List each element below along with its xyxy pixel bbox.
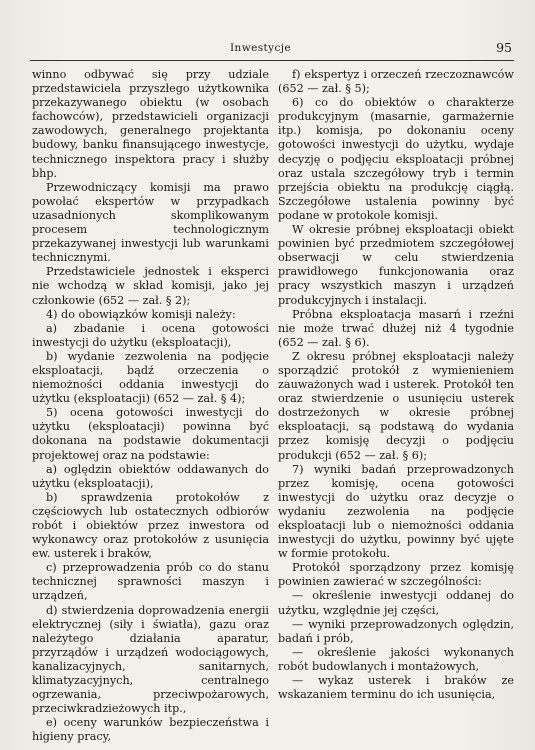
paragraph: 6) co do obiektów o charakterze produkcyjnym (masarnie, garmażernie itp.) komisja, po dokonaniu oceny gotowości inwestycji do użytku, wydaje decyzję o podjęciu eksploatacji próbnej oraz ustala szczegółowy tryb i termin przejścia obiektu na produkcję ciągłą. Szczegółowe ustalenia powinny być podane w protokole komisji.: [278, 96, 514, 222]
right-column: [278, 68, 514, 702]
paragraph: Przewodniczący komisji ma prawo powołać ekspertów w przypadkach uzasadnionych skomplikowanym procesem technologicznym przekazywanej inwestycji lub warunkami technicznymi.: [32, 180, 269, 265]
paragraph: f) ekspertyz i orzeczeń rzeczoznawców (652 — zał. § 5);: [278, 68, 514, 96]
paragraph: c) przeprowadzenia prób co do stanu technicznej sprawności maszyn i urządzeń,: [32, 561, 269, 603]
paragraph: Protokół sporządzony przez komisję powinien zawierać w szczególności:: [278, 561, 514, 589]
paragraph: d) stwierdzenia doprowadzenia energii elektrycznej (siły i światła), gazu oraz należytego działania aparatur, przyrządów i urządzeń wodociągowych, kanalizacyjnych, sanitarnych, klimatyzacyjnych, centralnego ogrzewania, przeciwpożarowych, przeciwkradzieżowych itp.,: [32, 603, 269, 716]
paragraph: 5) ocena gotowości inwestycji do użytku (eksploatacji) powinna być dokonana na podstawie dokumentacji projektowej oraz na podstawie:: [32, 406, 269, 462]
paragraph: W okresie próbnej eksploatacji obiekt powinien być przedmiotem szczegółowej obserwacji w celu stwierdzenia prawidłowego funkcjonowania oraz pracy wszystkich maszyn i urządzeń produkcyjnych i instalacji.: [278, 223, 514, 307]
list-item: — wyniki przeprowadzonych oględzin, badań i prób,: [278, 617, 514, 645]
page-header: [30, 40, 514, 61]
paragraph: 4) do obowiązków komisji należy:: [46, 307, 236, 321]
paragraph: b) sprawdzenia protokołów z częściowych lub ostatecznych odbiorów robót i obiektów przez inwestora od wykonawcy oraz protokołów z usunięcia ew. usterek i braków,: [32, 490, 269, 561]
paragraph: Przedstawiciele jednostek i eksperci nie wchodzą w skład komisji, jako jej członkowie (652 — zał. § 2);: [32, 265, 269, 307]
paragraph: a) zbadanie i ocena gotowości inwestycji do użytku (eksploatacji),: [32, 321, 269, 349]
list-item: — określenie jakości wykonanych robót budowlanych i montażowych,: [278, 645, 514, 673]
page-number: 95: [496, 40, 512, 55]
paragraph: winno odbywać się przy udziale przedstawiciela przyszłego użytkownika przekazywanego obiektu (w osobach fachowców), przedstawicieli organizacji zawodowych, generalnego projektanta budowy, banku finansującego inwestycje, technicznego inspektora pracy i służby bhp.: [32, 68, 269, 180]
paragraph: 7) wyniki badań przeprowadzonych przez komisję, ocena gotowości inwestycji do użytku oraz decyzje o wydaniu zezwolenia na podjęcie eksploatacji lub o niemożności oddania inwestycji do użytku, powinny być ujęte w formie protokołu.: [278, 462, 514, 561]
list-item: — określenie inwestycji oddanej do użytku, względnie jej części,: [278, 589, 514, 617]
paragraph: b) wydanie zezwolenia na podjęcie eksploatacji, bądź orzeczenia o niemożności oddania inwestycji do użytku (eksploatacji) (652 — zał. § 4);: [32, 349, 269, 406]
paragraph: a) oględzin obiektów oddawanych do użytku (eksploatacji),: [32, 462, 269, 490]
paragraph: Z okresu próbnej eksploatacji należy sporządzić protokół z wymienieniem zauważonych wad i usterek. Protokół ten oraz stwierdzenie o usunięciu usterek dostrzeżonych w okresie próbnej eksploatacji, są podstawą do wydania przez komisję decyzji o podjęciu produkcji (652 — zał. § 6);: [278, 349, 514, 462]
list-item: — wykaz usterek i braków ze wskazaniem terminu do ich usunięcia,: [278, 674, 514, 702]
running-head: Inwestycje: [230, 42, 292, 54]
left-column: [32, 68, 269, 745]
paragraph: Próbna eksploatacja masarń i rzeźni nie może trwać dłużej niż 4 tygodnie (652 — zał. § 6).: [278, 307, 514, 349]
paragraph: e) oceny warunków bezpieczeństwa i higieny pracy,: [32, 716, 269, 744]
